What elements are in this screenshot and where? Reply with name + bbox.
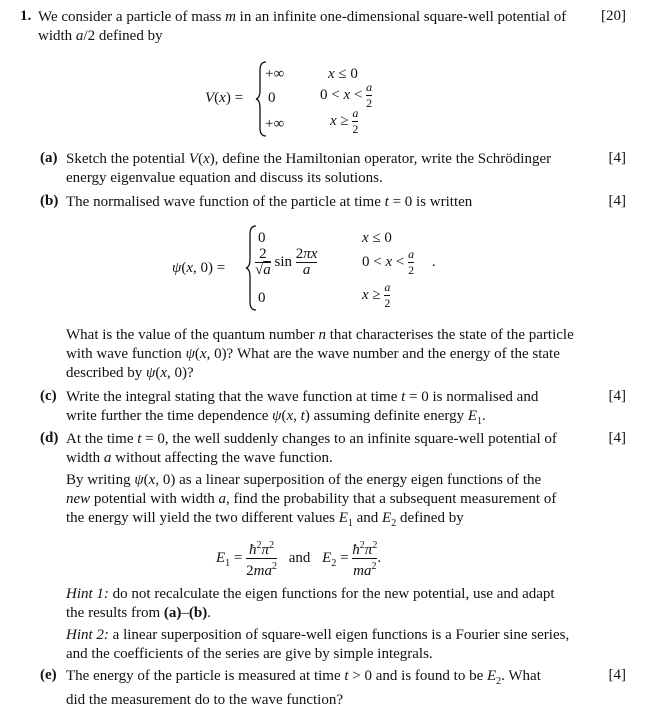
potential-row3-cond: x ≥ $\frac{a}{2}$ [330, 106, 359, 136]
wave-row3-cond: x ≥ $\frac{a}{2}$ [362, 280, 391, 310]
potential-row2-value: 0 [268, 90, 276, 106]
hint2-line2: and the coefficients of the series are give by simple integrals. [66, 646, 433, 662]
wave-row1-value: 0 [258, 230, 266, 246]
part-c-text: Write the integral stating that the wave function at time t = 0 is normalised and write further the time dependence ψ(x, t) assuming definite energy $E_1$. [66, 389, 539, 427]
potential-row2-cond: 0 < x < $\frac{a}{2}$ [320, 80, 373, 110]
part-a-text: Sketch the potential V(x), define the Hamiltonian operator, write the Schrödinger energy eigenvalue equation and discuss its solutions. [66, 151, 552, 186]
part-e-marks: [4] [608, 667, 626, 683]
part-d-paragraph2: By writing ψ(x, 0) as a linear superposition of the energy eigen functions of the new potential with width a, find the probability that a subsequent measurement of the energy will yield the two different values $E_1$ and $E_2$ defined by [66, 472, 557, 529]
part-d-label: (d) [40, 430, 59, 446]
potential-row1-value: +∞ [265, 66, 285, 82]
hint1-label: Hint 1: [66, 586, 109, 602]
hint-1: Hint 1: do not recalculate the eigen functions for the new potential, use and adapt the results from (a)–(b). [66, 586, 555, 621]
wave-row2-cond: 0 < x < $\frac{a}{2}$ . [362, 247, 436, 277]
part-e-text: The energy of the particle is measured at time t > 0 and is found to be $E_2$. What did the measurement do to the wave function? [66, 668, 541, 708]
energy-definitions: $E_1$ = $\frac{ħ^2\pi^2}{2ma^2}$ and $E_2$ = $\frac{ħ^2\pi^2}{ma^2}$ . [216, 540, 382, 579]
part-d-text: At the time t = 0, the well suddenly changes to an infinite square-well potential of width a without affecting the wave function. [66, 431, 557, 466]
part-e-label: (e) [40, 667, 57, 683]
wave-row1-cond: x ≤ 0 [362, 230, 392, 246]
hint2-line1: a linear superposition of square-well eigen functions is a Fourier sine series, [112, 627, 570, 643]
question-number: 1. [20, 8, 32, 24]
part-b-marks: [4] [608, 193, 626, 209]
part-b-question: What is the value of the quantum number n that characterises the state of the particle with wave function ψ(x, 0)? What are the wave number and the energy of the state described by ψ(x, 0)? [66, 327, 574, 381]
wave-row2-value: $\frac{2}{√a}$ sin $\frac{2\pi x}{a}$ [255, 246, 318, 278]
part-a-label: (a) [40, 150, 58, 166]
potential-row1-cond: x ≤ 0 [328, 66, 358, 82]
part-c-marks: [4] [608, 388, 626, 404]
total-marks: [20] [601, 8, 626, 24]
part-b-text: The normalised wave function of the particle at time t = 0 is written [66, 194, 473, 210]
part-b-label: (b) [40, 193, 59, 209]
and-word: and [288, 549, 311, 566]
part-c-label: (c) [40, 388, 57, 404]
hint-2 [66, 626, 569, 664]
hint1-line1: do not recalculate the eigen functions for the new potential, use and adapt [112, 586, 555, 602]
potential-row3-value: +∞ [265, 116, 285, 132]
part-a-marks: [4] [608, 150, 626, 166]
question-intro: We consider a particle of mass m in an infinite one-dimensional square-well potential of width a/2 defined by [38, 9, 567, 44]
wave-row3-value: 0 [258, 290, 266, 306]
hint2-label: Hint 2: [66, 627, 109, 643]
part-d-marks: [4] [608, 430, 626, 446]
